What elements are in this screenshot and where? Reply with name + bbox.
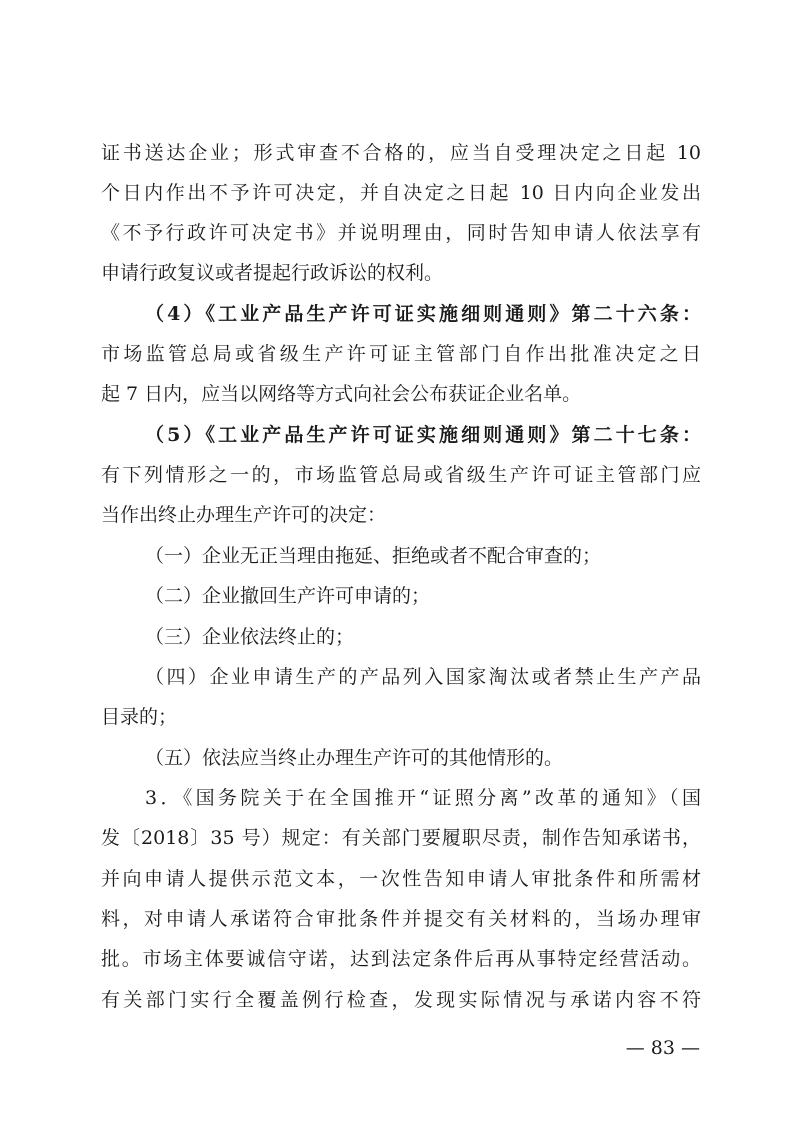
section-heading: （4）《工业产品生产许可证实施细则通则》第二十六条： [145, 303, 701, 325]
paragraph-line: 料，对申请人承诺符合审批条件并提交有关材料的，当场办理审 [101, 908, 701, 930]
paragraph-line: 当作出终止办理生产许可的决定： [101, 504, 387, 526]
paragraph-line: 有关部门实行全覆盖例行检查，发现实际情况与承诺内容不符 [101, 989, 701, 1011]
paragraph-line: 申请行政复议或者提起行政诉讼的权利。 [101, 262, 444, 284]
list-item: （三）企业依法终止的； [145, 626, 355, 648]
list-item: （四）企业申请生产的产品列入国家淘汰或者禁止生产产品 [145, 666, 701, 688]
paragraph-line: 市场监管总局或省级生产许可证主管部门自作出批准决定之日 [101, 343, 701, 365]
list-item-continuation: 目录的； [101, 706, 178, 728]
paragraph-line: 有下列情形之一的，市场监管总局或省级生产许可证主管部门应 [101, 464, 701, 486]
paragraph-line: 个日内作出不予许可决定，并自决定之日起 10 日内向企业发出 [101, 182, 701, 204]
paragraph-line: 3．《国务院关于在全国推开“证照分离”改革的通知》（国 [145, 787, 701, 809]
paragraph-line: 批。市场主体要诚信守诺，达到法定条件后再从事特定经营活动。 [101, 948, 701, 970]
section-heading: （5）《工业产品生产许可证实施细则通则》第二十七条： [145, 424, 701, 446]
paragraph-line: 《不予行政许可决定书》并说明理由，同时告知申请人依法享有 [101, 222, 701, 244]
list-item: （二）企业撤回生产许可申请的； [145, 585, 431, 607]
paragraph-line: 发〔2018〕35 号）规定：有关部门要履职尽责，制作告知承诺书， [101, 827, 701, 849]
paragraph-line: 证书送达企业；形式审查不合格的，应当自受理决定之日起 10 [101, 142, 701, 164]
paragraph-line: 并向申请人提供示范文本，一次性告知申请人审批条件和所需材 [101, 868, 701, 890]
list-item: （五）依法应当终止办理生产许可的其他情形的。 [145, 747, 564, 769]
paragraph-line: 起 7 日内，应当以网络等方式向社会公布获证企业名单。 [101, 383, 582, 405]
page-number: — 83 — [625, 1037, 700, 1059]
list-item: （一）企业无正当理由拖延、拒绝或者不配合审查的； [145, 545, 602, 567]
